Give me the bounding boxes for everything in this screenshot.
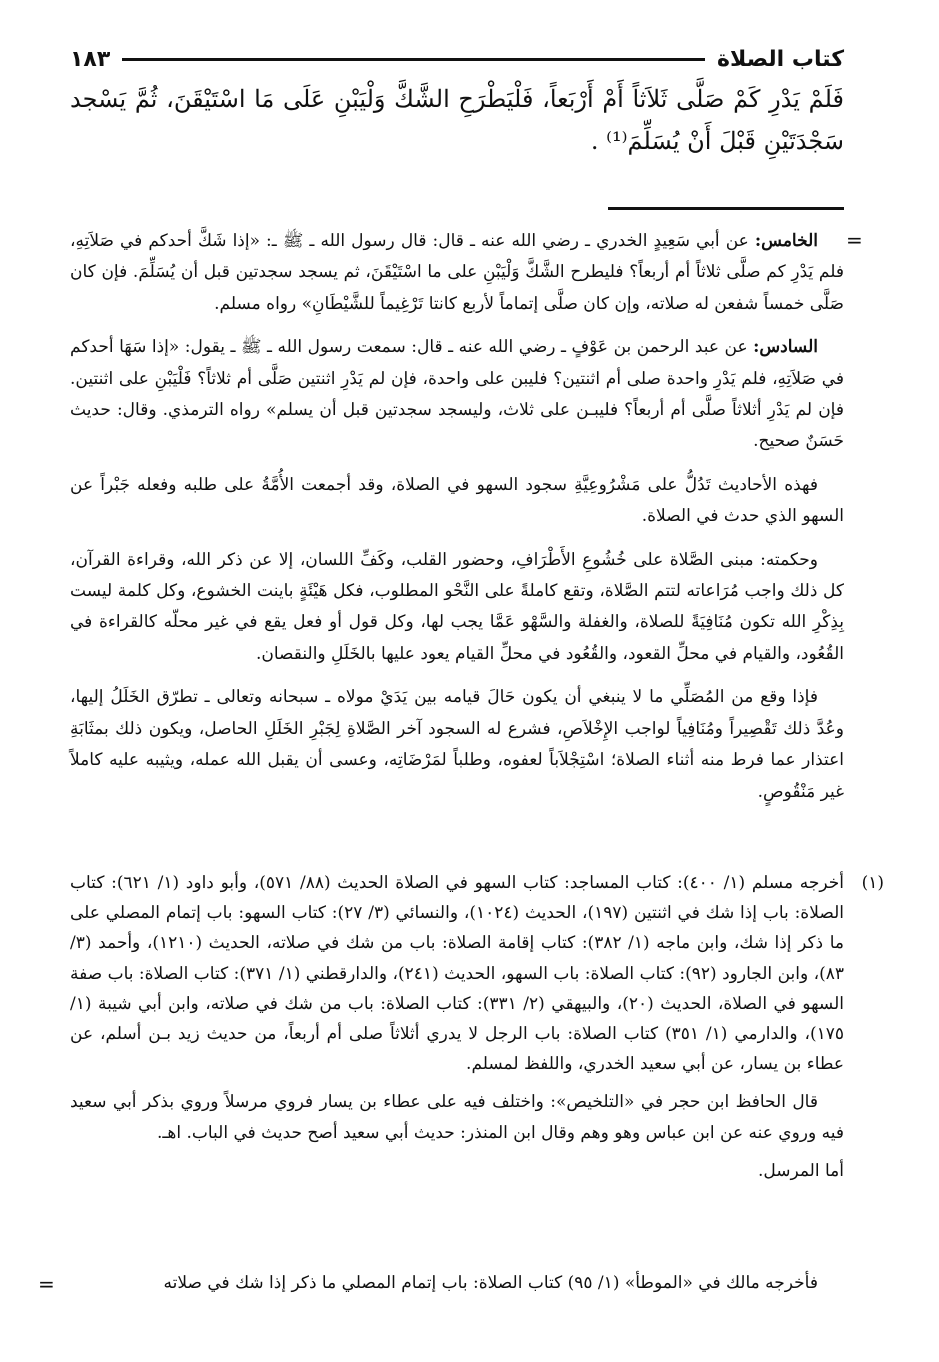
commentary-separator xyxy=(608,207,844,210)
footnotes xyxy=(70,868,884,1194)
paragraph-compensation: فإذا وقع من المُصَلِّي ما لا ينبغي أن يكون حَالَ قيامه بين يَدَيْ مولاه ـ سبحانه وتعالى ـ تطرّق الخَلَلُ إليها، وعُدَّ ذلك تَقْصِيراً ومُنَافِياً لواجب الإِخْلاَصِ، فشرع له السجود آخر الصَّلاةِ لِجَبْرِ الخَلَلِ الحاصل، ويكون ذلك بمثَابَةِ اعتذار عما فرط منه أثناء الصلاة؛ اسْتِجْلاَباً لعفوه، وطلباً لمَرْضَاتِه، وعسى أن يقبل الله عمله، ويثيبه عليه كاملاً غير مَنْقُوصٍ. xyxy=(70,687,844,802)
hadith-sixth-label: السادس: xyxy=(753,337,818,358)
hadith-fifth xyxy=(70,226,844,320)
footnote-malik: فأخرجه مالك في «الموطأ» (١/ ٩٥) كتاب الصلاة: باب إتمام المصلي ما ذكر إذا شك في صلاته xyxy=(163,1273,818,1293)
paragraph-wisdom: وحكمته: مبنى الصَّلاة على خُشُوعِ الأَطْرَافِ، وحضور القلب، وكَفِّ اللسان، إلا عن ذكر الله، وقراءة القرآن، كل ذلك واجب مُرَاعاته لتتم الصَّلاة، وتقع كاملةً على النَّحْو المطلوب، فكل هَيْئَةٍ باينت الخشوع، وكل كلمة ليست بِذِكْرِ الله تكون مُنَافِيَةً للصلاة، والغفلة والسَّهْو عَمَّا يجب لها، وكل قول أو فعل يقع في غير محلّه كالقراءة في القُعُود، والقيام في محلِّ القعود، والقُعُود في محلِّ القيام يعود عليها بالخَلَلِ والنقصان. xyxy=(70,549,844,664)
footnote-sources: أخرجه مسلم (١/ ٤٠٠): كتاب المساجد: كتاب السهو في الصلاة الحديث (٨٨/ ٥٧١)، وأبو داود (١/ ٦٢١): كتاب الصلاة: باب إذا شك في اثنتين (١٩٧)، الحديث (١٠٢٤)، والنسائي (٣/ ٢٧): كتاب السهو: باب إتمام المصلي على ما ذكر إذا شك، وابن ماجه (١/ ٣٨٢): كتاب إقامة الصلاة: باب من شك في صلاته، الحديث (١٢١٠)، وأحمد (٣/ ٨٣)، وابن الجارود (٩٢): كتاب الصلاة: باب السهو، الحديث (٢٤١)، والدارقطني (١/ ٣٧١): كتاب الصلاة: باب صفة السهو في الصلاة، الحديث (٢٠)، والبيهقي (٢/ ٣٣١): كتاب الصلاة: باب من شك في صلاته، وابن أبي شيبة (١/ ١٧٥)، والدارمي (١/ ٣٥١) كتاب الصلاة: باب الرجل لا يدري أثلاثاً صلى أم أربعاً، من حديث زيد بـن أسلم، عن عطاء بن يسار، عن أبي سعيد الخدري، واللفظ لمسلم. xyxy=(70,873,845,1075)
paragraph-legitimacy: فهذه الأحاديث تَدُلُّ على مَشْرُوعِيَّةِ سجود السهو في الصلاة، وقد أجمعت الأُمَّةُ على طلبه وفعله جَبْراً عن السهو الذي حدث في الصلاة. xyxy=(70,474,844,527)
footnote-mursal: أما المرسل. xyxy=(757,1160,844,1181)
footnote-marker: (١) xyxy=(861,873,884,893)
hadith-sixth xyxy=(70,332,844,458)
continuation-mark-top: = xyxy=(846,228,863,252)
chapter-title: كتاب الصلاة xyxy=(717,46,844,72)
main-text: فَلَمْ يَدْرِ كَمْ صَلَّى ثَلاَثاً أَمْ أَرْبَعاً، فَلْيَطْرَحِ الشَّكَّ وَلْيَبْنِ عَلَى مَا اسْتَيْقَنَ، ثُمَّ يَسْجد سَجْدَتَيْنِ قَبْلَ أَنْ يُسَلِّمَ⁽¹⁾ . xyxy=(70,85,844,155)
hadith-fifth-label: الخامس: xyxy=(754,231,818,251)
footnote-ibn-hajar: قال الحافظ ابن حجر في «التلخيص»: واختلف فيه على عطاء بن يسار فروي مرسلاً وروي بذكر أبي سعيد فيه وروي عنه عن ابن عباس وهو وهم وقال ابن المنذر: حديث أبي سعيد أصح حديث في الباب. اهـ. xyxy=(70,1092,844,1143)
header-rule xyxy=(122,58,705,61)
page-number: ١٨٣ xyxy=(70,46,111,72)
continuation-mark-bottom: = xyxy=(38,1272,55,1296)
commentary-body xyxy=(70,226,844,820)
page-header xyxy=(70,44,844,74)
hadith-sixth-text: عن عبد الرحمن بن عَوْفٍ ـ رضي الله عنه ـ قال: سمعت رسول الله ـ ﷺ ـ يقول: «إذا سَهَا أحدكم في صَلاَتِهِ، فلم يَدْرِ واحدة صلى أم اثنتين؟ فليبن على واحدة، فإن لم يَدْرِ اثنتين صَلَّى أم ثلاثاً؟ فَلْيَبْنِ على اثنتين. فإن لم يَدْرِ أثلاثاً صلَّى أم أربعاً؟ فليبـن على ثلاث، وليسجد سجدتين قبل أن يسلم» رواه الترمذي. وقال: حديث حَسَنٌ صحيح. xyxy=(70,337,844,452)
hadith-fifth-text: عن أبي سَعِيدٍ الخدري ـ رضي الله عنه ـ قال: قال رسول الله ـ ﷺ ـ: «إذا شَكَّ أحدكم في صَلاَتِهِ، فلم يَدْرِ كم صلَّى ثلاثاً أم أربعاً؟ فليطرح الشَّكَّ وَلْيَبْنِ على ما اسْتَيْقَنَ، ثم يسجد سجدتين قبل أن يُسَلِّمَ. فإن كان صَلَّى خمساً شفعن له صلاته، وإن كان صلَّى إتماماً لأربع كانتا تَرْغِيماً للشَّيْطَانِ» رواه مسلم. xyxy=(70,231,844,314)
